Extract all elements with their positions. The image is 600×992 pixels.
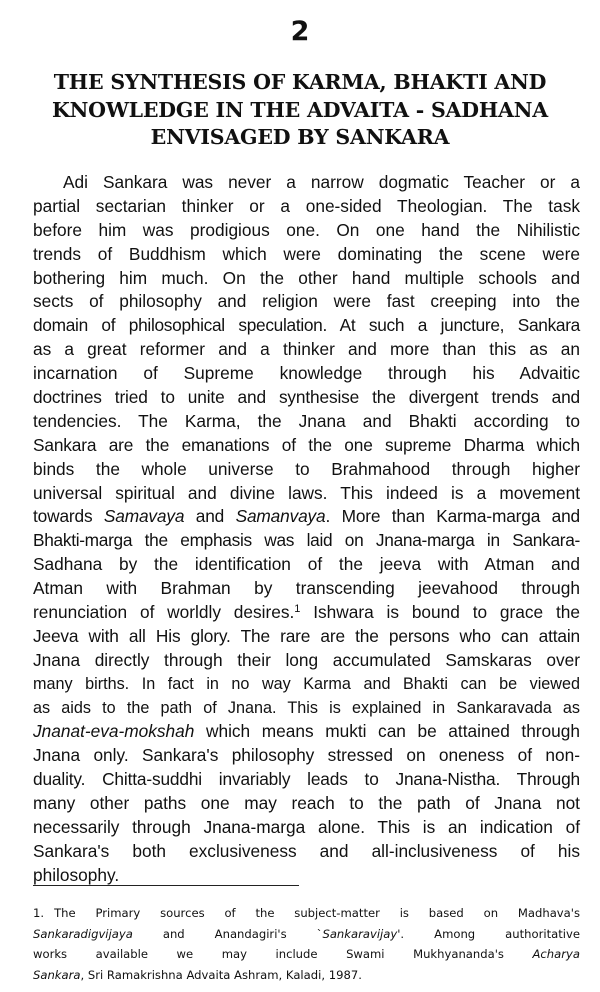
italic-term: Sankara: [33, 967, 81, 982]
paragraph-line: duality. Chitta-suddhi invariably leads to Jnana-Nistha. Through: [33, 769, 580, 790]
italic-term: Sankaravijay: [322, 926, 398, 941]
chapter-title-line: ENVISAGED BY SANKARA: [150, 125, 450, 149]
paragraph-line: Sankara are the emanations of the one supreme Dharma which: [33, 434, 580, 455]
chapter-title-line: KNOWLEDGE IN THE ADVAITA - SADHANA: [52, 97, 548, 122]
paragraph-line: sects of philosophy and religion were fast creeping into the: [33, 291, 580, 312]
footnote-marker: 1: [294, 603, 301, 616]
paragraph-line: domain of philosophical speculation. At such a juncture, Sankara: [33, 315, 580, 336]
footnote-divider: [33, 885, 299, 886]
chapter-title-line: THE SYNTHESIS OF KARMA, BHAKTI AND: [53, 70, 547, 94]
chapter-number: 2: [290, 16, 310, 47]
paragraph-line: many other paths one may reach to the path of Jnana not: [33, 793, 580, 814]
paragraph-line: before him was prodigious one. On one hand the Nihilistic: [33, 219, 580, 240]
paragraph-line: bothering him much. On the other hand multiple schools and: [33, 267, 580, 288]
footnote-text: , Sri Ramakrishna Advaita Ashram, Kaladi, 1987.: [80, 967, 362, 982]
paragraph-line: Adi Sankara was never a narrow dogmatic Teacher or a: [63, 172, 580, 192]
paragraph-line: as a great reformer and a thinker and more than this as an: [33, 339, 580, 360]
footnote-line: [33, 903, 580, 924]
paragraph-line: [33, 601, 580, 625]
paragraph-line: as aids to the path of Jnana. This is explained in Sankaravada as: [33, 698, 580, 717]
line-text: renunciation of worldly desires.: [33, 602, 295, 623]
line-text: which means mukti can be attained through: [194, 721, 580, 742]
paragraph-line: Bhakti-marga the emphasis was laid on Jnana-marga in Sankara-: [33, 530, 580, 551]
footnote-number: 1.: [33, 906, 45, 920]
line-text: . More than Karma-marga and: [325, 506, 581, 527]
italic-term: Samavaya: [103, 506, 185, 527]
paragraph-line: Sankara's both exclusiveness and all-inclusiveness of his: [33, 840, 580, 861]
paragraph-line: Atman with Brahman by transcending jeevahood through: [33, 578, 580, 599]
paragraph-line: Sadhana by the identification of the jeeva with Atman and: [33, 554, 580, 575]
footnote-text: works available we may include Swami Mukhyananda's: [33, 947, 533, 961]
paragraph-line: partial sectarian thinker or a one-sided Theologian. The task: [33, 195, 580, 216]
paragraph-line: Jnana only. Sankara's philosophy stressed on oneness of non-: [33, 745, 580, 766]
chapter-title: [20, 69, 580, 152]
body-paragraph: [33, 171, 580, 888]
paragraph-line: necessarily through Jnana-marga alone. This is an indication of: [33, 817, 580, 838]
paragraph-line: binds the whole universe to Brahmahood through higher: [33, 458, 580, 479]
italic-term: Acharya: [532, 947, 580, 961]
paragraph-line: universal spiritual and divine laws. This indeed is a movement: [33, 482, 580, 503]
paragraph-line: Jeeva with all His glory. The rare are the persons who can attain: [33, 625, 580, 646]
italic-term: Samanvaya: [235, 506, 326, 527]
footnote-text: '. Among authoritative: [397, 926, 581, 941]
line-text: towards: [33, 506, 104, 527]
footnote: [33, 903, 580, 985]
paragraph-line: [33, 505, 580, 529]
footnote-line: [33, 965, 580, 986]
footnote-text: and Anandagiri's `: [132, 926, 323, 941]
paragraph-line: Jnana directly through their long accumulated Samskaras over: [33, 649, 580, 670]
paragraph-line: [33, 720, 580, 744]
paragraph-line: incarnation of Supreme knowledge through his Advaitic: [33, 363, 580, 384]
paragraph-line: many births. In fact in no way Karma and Bhakti can be viewed: [33, 674, 580, 693]
paragraph-line: philosophy.: [33, 864, 120, 885]
line-text: Ishwara is bound to grace the: [300, 602, 580, 623]
italic-term: Sankaradigvijaya: [33, 926, 133, 941]
paragraph-line: trends of Buddhism which were dominating the scene were: [33, 243, 580, 264]
paragraph-line: tendencies. The Karma, the Jnana and Bhakti according to: [33, 410, 580, 431]
footnote-line: [33, 924, 580, 945]
footnote-text: The Primary sources of the subject-matter is based on Madhava's: [54, 906, 580, 920]
italic-term: Jnanat-eva-mokshah: [33, 721, 195, 742]
line-text: and: [184, 506, 236, 527]
paragraph-line: doctrines tried to unite and synthesise the divergent trends and: [33, 387, 580, 408]
footnote-line: [33, 944, 580, 965]
